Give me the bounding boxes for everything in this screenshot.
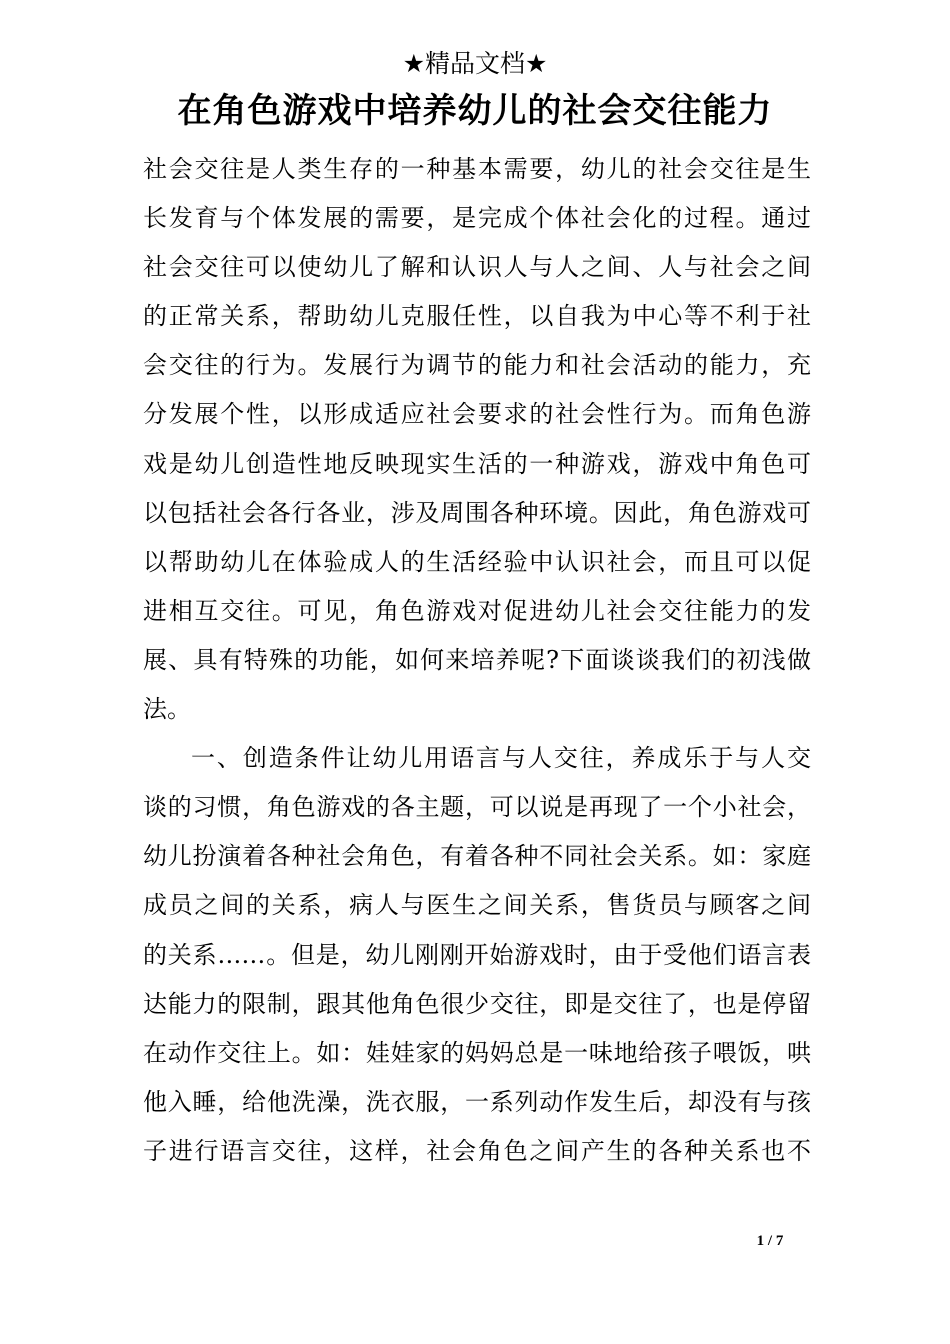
body-line: 法。 [143, 695, 191, 724]
body-line: 在动作交往上。如：娃娃家的妈妈总是一味地给孩子喂饭，哄 [143, 1038, 811, 1067]
header-mark: ★精品文档★ [402, 49, 548, 78]
page-number: 1 / 7 [756, 1233, 784, 1249]
body-line: 进相互交往。可见，角色游戏对促进幼儿社会交往能力的发 [143, 596, 811, 625]
body-line: 的正常关系，帮助幼儿克服任性，以自我为中心等不利于社 [143, 302, 811, 331]
body-line: 的关系……。但是，幼儿刚刚开始游戏时，由于受他们语言表 [143, 940, 811, 969]
body-line: 社会交往是人类生存的一种基本需要，幼儿的社会交往是生 [143, 155, 811, 183]
body-line: 分发展个性，以形成适应社会要求的社会性行为。而角色游 [143, 400, 811, 429]
body-line: 会交往的行为。发展行为调节的能力和社会活动的能力，充 [143, 351, 811, 380]
body-line: 成员之间的关系，病人与医生之间关系，售货员与顾客之间 [143, 891, 811, 920]
body-line: 以帮助幼儿在体验成人的生活经验中认识社会，而且可以促 [143, 547, 811, 576]
body-line: 他入睡，给他洗澡，洗衣服，一系列动作发生后，却没有与孩 [143, 1087, 811, 1116]
body-line: 长发育与个体发展的需要，是完成个体社会化的过程。通过 [143, 204, 811, 233]
body-line: 达能力的限制，跟其他角色很少交往，即是交往了，也是停留 [143, 989, 811, 1018]
body-line: 戏是幼儿创造性地反映现实生活的一种游戏，游戏中角色可 [143, 449, 811, 478]
body-line: 社会交往可以使幼儿了解和认识人与人之间、人与社会之间 [143, 253, 811, 282]
body-line: 一、创造条件让幼儿用语言与人交往，养成乐于与人交 [191, 744, 811, 773]
body-line: 谈的习惯，角色游戏的各主题，可以说是再现了一个小社会， [143, 793, 811, 822]
body-line: 展、具有特殊的功能，如何来培养呢?下面谈谈我们的初浅做 [143, 645, 811, 674]
body-line: 幼儿扮演着各种社会角色，有着各种不同社会关系。如：家庭 [143, 842, 811, 871]
document-title: 在角色游戏中培养幼儿的社会交往能力 [177, 91, 773, 131]
body-line: 子进行语言交往，这样，社会角色之间产生的各种关系也不 [143, 1136, 811, 1165]
body-line: 以包括社会各行各业，涉及周围各种环境。因此，角色游戏可 [143, 498, 811, 527]
document-body [143, 148, 811, 1179]
